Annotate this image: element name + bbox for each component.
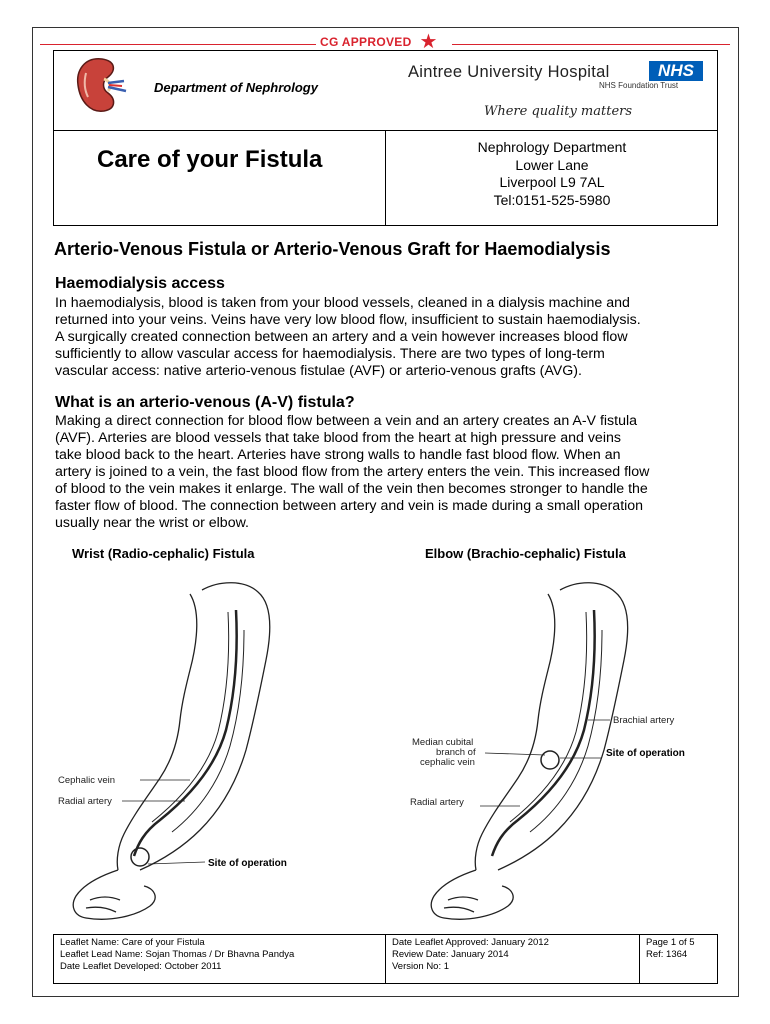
address-line: Liverpool L9 7AL bbox=[499, 174, 605, 190]
footer-column-leaflet bbox=[54, 935, 386, 983]
section-paragraph: In haemodialysis, blood is taken from your blood vessels, cleaned in a dialysis machine and returned into your veins. Veins have very low blood flow, insufficient to sustain haemodialysis. A surgically created connection between an artery and a vein however increases blood flow sufficiently to allow vascular access for haemodialysis. There are two types of long-term vascular access: native arterio-venous fistulae (AVF) or arterio-venous grafts (AVG). bbox=[55, 295, 641, 379]
star-icon: ★ bbox=[419, 31, 438, 53]
figure-title-wrist: Wrist (Radio-cephalic) Fistula bbox=[72, 546, 255, 561]
label-radial-artery: Radial artery bbox=[410, 797, 464, 808]
trust-name: NHS Foundation Trust bbox=[599, 81, 679, 90]
section-paragraph: Making a direct connection for blood flow between a vein and an artery creates an A-V fistula (AVF). Arteries are blood vessels that take blood from the heart at high pressure and veins take blood back to the heart. Arteries have strong walls to handle fast blood flow. When an artery is joined to a vein, the fast blood flow from the artery enters the vein. This increased flow of blood to the vein makes it enlarge. The wall of the vein then becomes stronger to handle the faster flow of blood. The connection between artery and vein is made during a small operation usually near the wrist or elbow. bbox=[55, 413, 650, 531]
section-heading: Haemodialysis access bbox=[55, 275, 225, 292]
nhs-logo: NHS bbox=[649, 61, 703, 81]
department-label: Department of Nephrology bbox=[154, 80, 318, 95]
footer-line: Leaflet Name: Care of your Fistula bbox=[60, 937, 205, 948]
fistula-illustrations bbox=[40, 570, 730, 932]
elbow-annotations bbox=[480, 720, 610, 806]
main-heading: Arterio-Venous Fistula or Arterio-Venous Graft for Haemodialysis bbox=[54, 239, 611, 259]
reference-number: Ref: 1364 bbox=[646, 949, 688, 960]
address-line: Lower Lane bbox=[515, 156, 589, 173]
label-median-cubital-2: branch of bbox=[436, 747, 476, 758]
footer-column-dates bbox=[386, 935, 640, 983]
label-brachial-artery: Brachial artery bbox=[613, 715, 675, 726]
footer-line: Review Date: January 2014 bbox=[392, 949, 509, 960]
hospital-name: Aintree University Hospital bbox=[408, 63, 610, 81]
tagline: Where quality matters bbox=[484, 104, 633, 119]
approved-stamp-text: CG APPROVED bbox=[316, 35, 416, 49]
label-radial-artery: Radial artery bbox=[58, 796, 112, 807]
address-block bbox=[386, 139, 718, 209]
footer-column-page bbox=[640, 935, 717, 983]
address-line: Nephrology Department bbox=[477, 139, 627, 155]
footer-line: Version No: 1 bbox=[392, 961, 450, 972]
stamp-line-right bbox=[452, 44, 730, 45]
leaflet-footer-table bbox=[53, 934, 718, 984]
label-median-cubital-3: cephalic vein bbox=[420, 757, 475, 768]
kidney-logo-icon bbox=[72, 55, 130, 117]
label-site-of-operation: Site of operation bbox=[606, 748, 685, 759]
page-number: Page 1 of 5 bbox=[646, 937, 695, 948]
label-cephalic-vein: Cephalic vein bbox=[58, 775, 116, 786]
address-line: Tel:0151-525-5980 bbox=[493, 191, 611, 208]
footer-line: Date Leaflet Approved: January 2012 bbox=[392, 937, 549, 948]
footer-line: Leaflet Lead Name: Sojan Thomas / Dr Bhavna Pandya bbox=[60, 949, 295, 960]
section-heading: What is an arterio-venous (A-V) fistula? bbox=[55, 394, 355, 411]
stamp-line-left bbox=[40, 44, 330, 45]
label-site-of-operation: Site of operation bbox=[208, 858, 287, 869]
page-title: Care of your Fistula bbox=[97, 146, 323, 173]
approved-stamp bbox=[316, 33, 437, 51]
label-median-cubital-1: Median cubital bbox=[412, 737, 474, 748]
footer-line: Date Leaflet Developed: October 2011 bbox=[60, 961, 222, 972]
figure-title-elbow: Elbow (Brachio-cephalic) Fistula bbox=[425, 546, 626, 561]
